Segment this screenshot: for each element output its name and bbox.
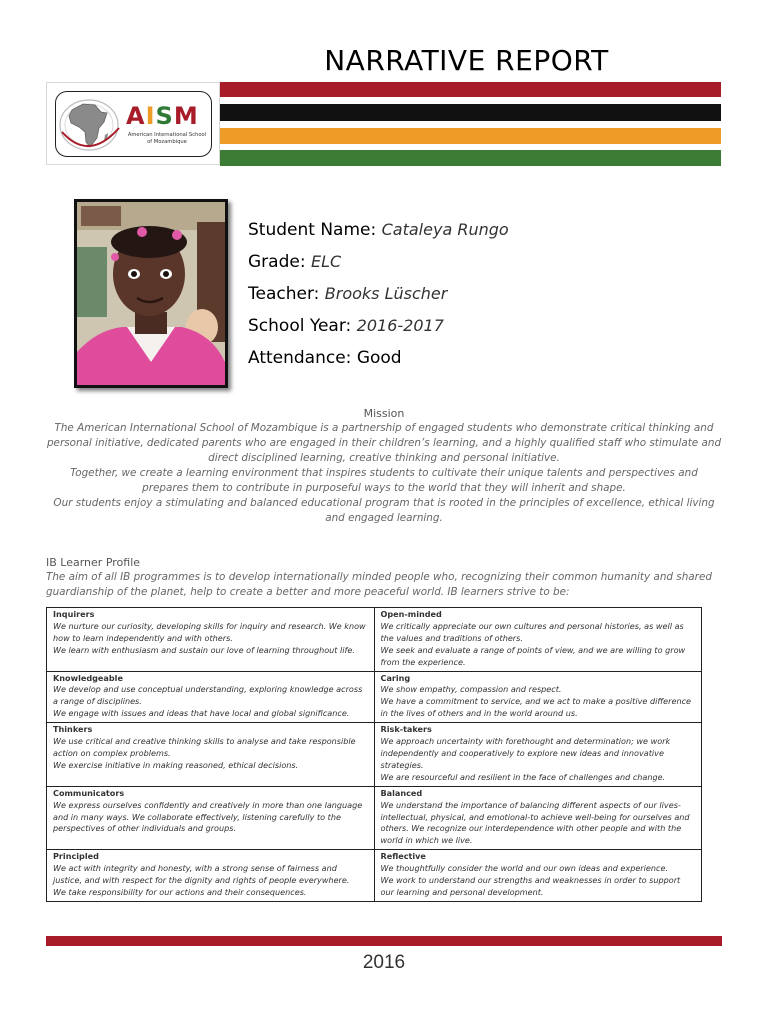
stripe-green [220,150,721,166]
table-row [47,850,702,902]
profile-attribute-title: Balanced [380,787,423,798]
profile-attribute-description: We seek and evaluate a range of points of view, and we are willing to grow from the experience. [380,644,686,667]
profile-attribute-description: We act with integrity and honesty, with a strong sense of fairness and justice, and with respect for the dignity and rights of people everywhere. [53,863,350,886]
profile-attribute-title: Inquirers [53,609,95,619]
student-name-value: Cataleya Rungo [381,220,509,239]
profile-cell [374,786,702,850]
mission-section [46,406,722,526]
profile-attribute-description: We are resourceful and resilient in the face of challenges and change. [380,771,666,782]
profile-cell [374,671,702,723]
report-title: NARRATIVE REPORT [324,44,609,77]
grade-value: ELC [310,252,342,271]
profile-attribute-title: Caring [380,672,411,683]
profile-attribute-title: Thinkers [53,724,93,735]
learner-profile-table [46,607,702,902]
stripe-red [220,82,721,97]
profile-cell [47,671,375,723]
profile-attribute-title: Risk-takers [380,724,432,735]
table-row [47,786,702,850]
ib-profile-heading: IB Learner Profile [46,556,141,569]
attendance-value: Good [356,348,402,368]
profile-attribute-title: Communicators [53,787,125,798]
attendance-row: Attendance: Good [248,348,402,368]
profile-attribute-title: Knowledgeable [53,672,123,683]
profile-attribute-description: We understand the importance of balancing different aspects of our lives- intellectual, physical, and emotional-to achieve well-being for ourselves and others. We recognize our interdependence with other people and with the world in which we live. [380,799,690,846]
profile-attribute-description: We learn with enthusiasm and sustain our love of learning throughout life. [53,644,355,655]
stripe-orange [220,128,721,144]
school-year-row: School Year: 2016-2017 [248,316,444,336]
profile-attribute-description: We approach uncertainty with forethought and determination; we work independently and cooperatively to explore new ideas and innovative strategies. [380,736,671,770]
table-row [47,608,702,672]
profile-cell [47,850,375,902]
profile-attribute-description: We show empathy, compassion and respect. [380,684,562,695]
mission-paragraph-1: The American International School of Mozambique is a partnership of engaged students who demonstrate critical thinking and personal initiative, dedicated parents who are engaged in their children’s learning, and a highly qualified staff who stimulate and direct disciplined learning, creative thinking and personal initiative. [46,422,722,464]
africa-globe-icon [57,92,123,156]
logo-subtitle: American International School of Mozambique [127,132,207,145]
mission-paragraph-3: Our students enjoy a stimulating and balanced educational program that is rooted in the principles of excellence, ethical living and engaged learning. [53,497,715,524]
profile-attribute-description: We exercise initiative in making reasoned, ethical decisions. [53,759,299,770]
school-logo [46,82,220,165]
ib-profile-intro: The aim of all IB programmes is to develop internationally minded people who, recognizing their common humanity and shared guardianship of the planet, help to create a better and more peaceful world. IB learners strive to be: [46,571,712,598]
profile-attribute-description: We thoughtfully consider the world and our own ideas and experience. [380,863,668,874]
profile-cell [374,608,702,672]
profile-attribute-description: We nurture our curiosity, developing skills for inquiry and research. We know how to learn independently and with others. [53,620,366,643]
logo-acronym: AISM [126,102,199,130]
table-row [47,671,702,723]
student-info [248,216,509,376]
profile-attribute-description: We take responsibility for our actions and their consequences. [53,886,307,897]
footer-year: 2016 [362,952,406,973]
profile-cell [47,723,375,787]
profile-attribute-description: We critically appreciate our own cultures and personal histories, as well as the values and traditions of others. [380,620,684,643]
mission-paragraph-2: Together, we create a learning environment that inspires students to cultivate their unique talents and perspectives and prepares them to contribute in purposeful ways to the world that they will inherit and shape. [70,467,698,494]
footer-bar [46,936,722,946]
profile-attribute-description: We develop and use conceptual understanding, exploring knowledge across a range of disciplines. [53,684,363,707]
grade-row: Grade: ELC [248,252,342,272]
stripe-black [220,104,721,121]
profile-attribute-title: Open-minded [380,609,442,619]
profile-attribute-title: Principled [53,851,99,862]
profile-cell [47,608,375,672]
school-year-value: 2016-2017 [356,316,444,335]
profile-attribute-title: Reflective [380,851,426,862]
profile-attribute-description: We engage with issues and ideas that have local and global significance. [53,708,350,719]
profile-attribute-description: We work to understand our strengths and weaknesses in order to support our learning and personal development. [380,875,681,897]
student-photo [74,199,228,388]
student-name-row: Student Name: Cataleya Rungo [248,220,509,240]
profile-cell [374,723,702,787]
table-row [47,723,702,787]
mission-heading: Mission [363,407,405,420]
teacher-row: Teacher: Brooks Lüscher [248,284,448,304]
profile-cell [374,850,702,902]
profile-attribute-description: We have a commitment to service, and we act to make a positive difference in the lives of others and in the world around us. [380,696,692,719]
teacher-value: Brooks Lüscher [324,284,448,303]
profile-attribute-description: We express ourselves confidently and creatively in more than one language and in many ways. We collaborate effectively, listening carefully to the perspectives of other individuals and groups. [53,799,363,834]
profile-attribute-description: We use critical and creative thinking skills to analyse and take responsible action on complex problems. [53,736,356,758]
profile-cell [47,786,375,850]
